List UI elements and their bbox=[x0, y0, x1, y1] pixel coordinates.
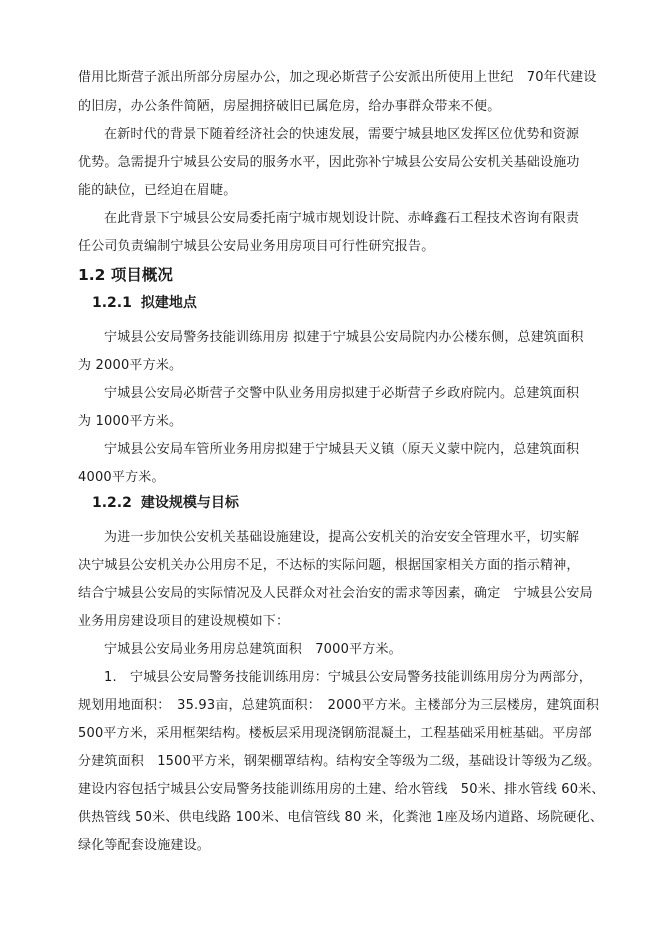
paragraph-line: 在此背景下宁城县公安局委托南宁城市规划设计院、赤峰鑫石工程技术咨询有限责 bbox=[104, 211, 580, 226]
section-number: 1.2.1 bbox=[92, 295, 132, 311]
paragraph-line: 为进一步加快公安机关基础设施建设，提高公安机关的治安安全管理水平，切实解 bbox=[104, 530, 580, 545]
paragraph-line: 业务用房建设项目的建设规模如下： bbox=[78, 614, 290, 629]
paragraph-line: 宁城县公安局警务技能训练用房 拟建于宁城县公安局院内办公楼东侧，总建筑面积 bbox=[104, 330, 584, 345]
section-title: 拟建地点 bbox=[140, 295, 197, 311]
paragraph-line: 的旧房，办公条件简陋，房屋拥挤破旧已属危房，给办事群众带来不便。 bbox=[78, 99, 501, 114]
section-title: 建设规模与目标 bbox=[140, 495, 239, 511]
paragraph-line: 在新时代的背景下随着经济社会的快速发展，需要宁城县地区发挥区位优势和资源 bbox=[104, 127, 580, 142]
paragraph-line: 绿化等配套设施建设。 bbox=[78, 838, 211, 853]
paragraph-line: 为 2000平方米。 bbox=[78, 358, 183, 373]
section-heading-1-2-2 bbox=[92, 493, 239, 513]
section-heading-1-2 bbox=[78, 265, 173, 285]
paragraph-line: 供热管线 50米、供电线路 100米、电信管线 80 米，化粪池 1座及场内道路、场院硬化、 bbox=[78, 810, 604, 825]
paragraph-line: 决宁城县公安机关办公用房不足，不达标的实际问题，根据国家相关方面的指示精神， bbox=[78, 558, 580, 573]
paragraph-line: 1. 宁城县公安局警务技能训练用房：宁城县公安局警务技能训练用房分为两部分， bbox=[104, 670, 593, 685]
paragraph-line: 为 1000平方米。 bbox=[78, 414, 183, 429]
section-title: 项目概况 bbox=[110, 266, 173, 284]
paragraph-line: 任公司负责编制宁城县公安局业务用房项目可行性研究报告。 bbox=[78, 239, 435, 254]
paragraph-line: 宁城县公安局必斯营子交警中队业务用房拟建于必斯营子乡政府院内。总建筑面积 bbox=[104, 386, 580, 401]
paragraph-line: 宁城县公安局车管所业务用房拟建于宁城县天义镇（原天义蒙中院内，总建筑面积 bbox=[104, 442, 580, 457]
paragraph-line: 能的缺位，已经迫在眉睫。 bbox=[78, 183, 237, 198]
paragraph-line: 建设内容包括宁城县公安局警务技能训练用房的土建、给水管线 50米、排水管线 60米、 bbox=[78, 782, 605, 797]
paragraph-line: 分建筑面积 1500平方米，钢架棚罩结构。结构安全等级为二级，基础设计等级为乙级。 bbox=[78, 754, 601, 769]
section-heading-1-2-1 bbox=[92, 293, 197, 313]
paragraph-line: 500平方米，采用框架结构。楼板层采用现浇钢筋混凝土，工程基础采用桩基础。平房部 bbox=[78, 726, 592, 741]
paragraph-line: 借用比斯营子派出所部分房屋办公，加之现必斯营子公安派出所使用上世纪 70年代建设 bbox=[78, 70, 597, 85]
paragraph-line: 宁城县公安局业务用房总建筑面积 7000平方米。 bbox=[104, 642, 402, 657]
section-number: 1.2 bbox=[78, 266, 106, 284]
paragraph-line: 结合宁城县公安局的实际情况及人民群众对社会治安的需求等因素，确定 宁城县公安局 bbox=[78, 586, 593, 601]
paragraph-line: 规划用地面积： 35.93亩，总建筑面积： 2000平方米。主楼部分为三层楼房，建筑面积 bbox=[78, 698, 600, 713]
paragraph-line: 4000平方米。 bbox=[78, 470, 165, 485]
paragraph-line: 优势。急需提升宁城县公安局的服务水平，因此弥补宁城县公安局公安机关基础设施功 bbox=[78, 155, 580, 170]
section-number: 1.2.2 bbox=[92, 495, 132, 511]
